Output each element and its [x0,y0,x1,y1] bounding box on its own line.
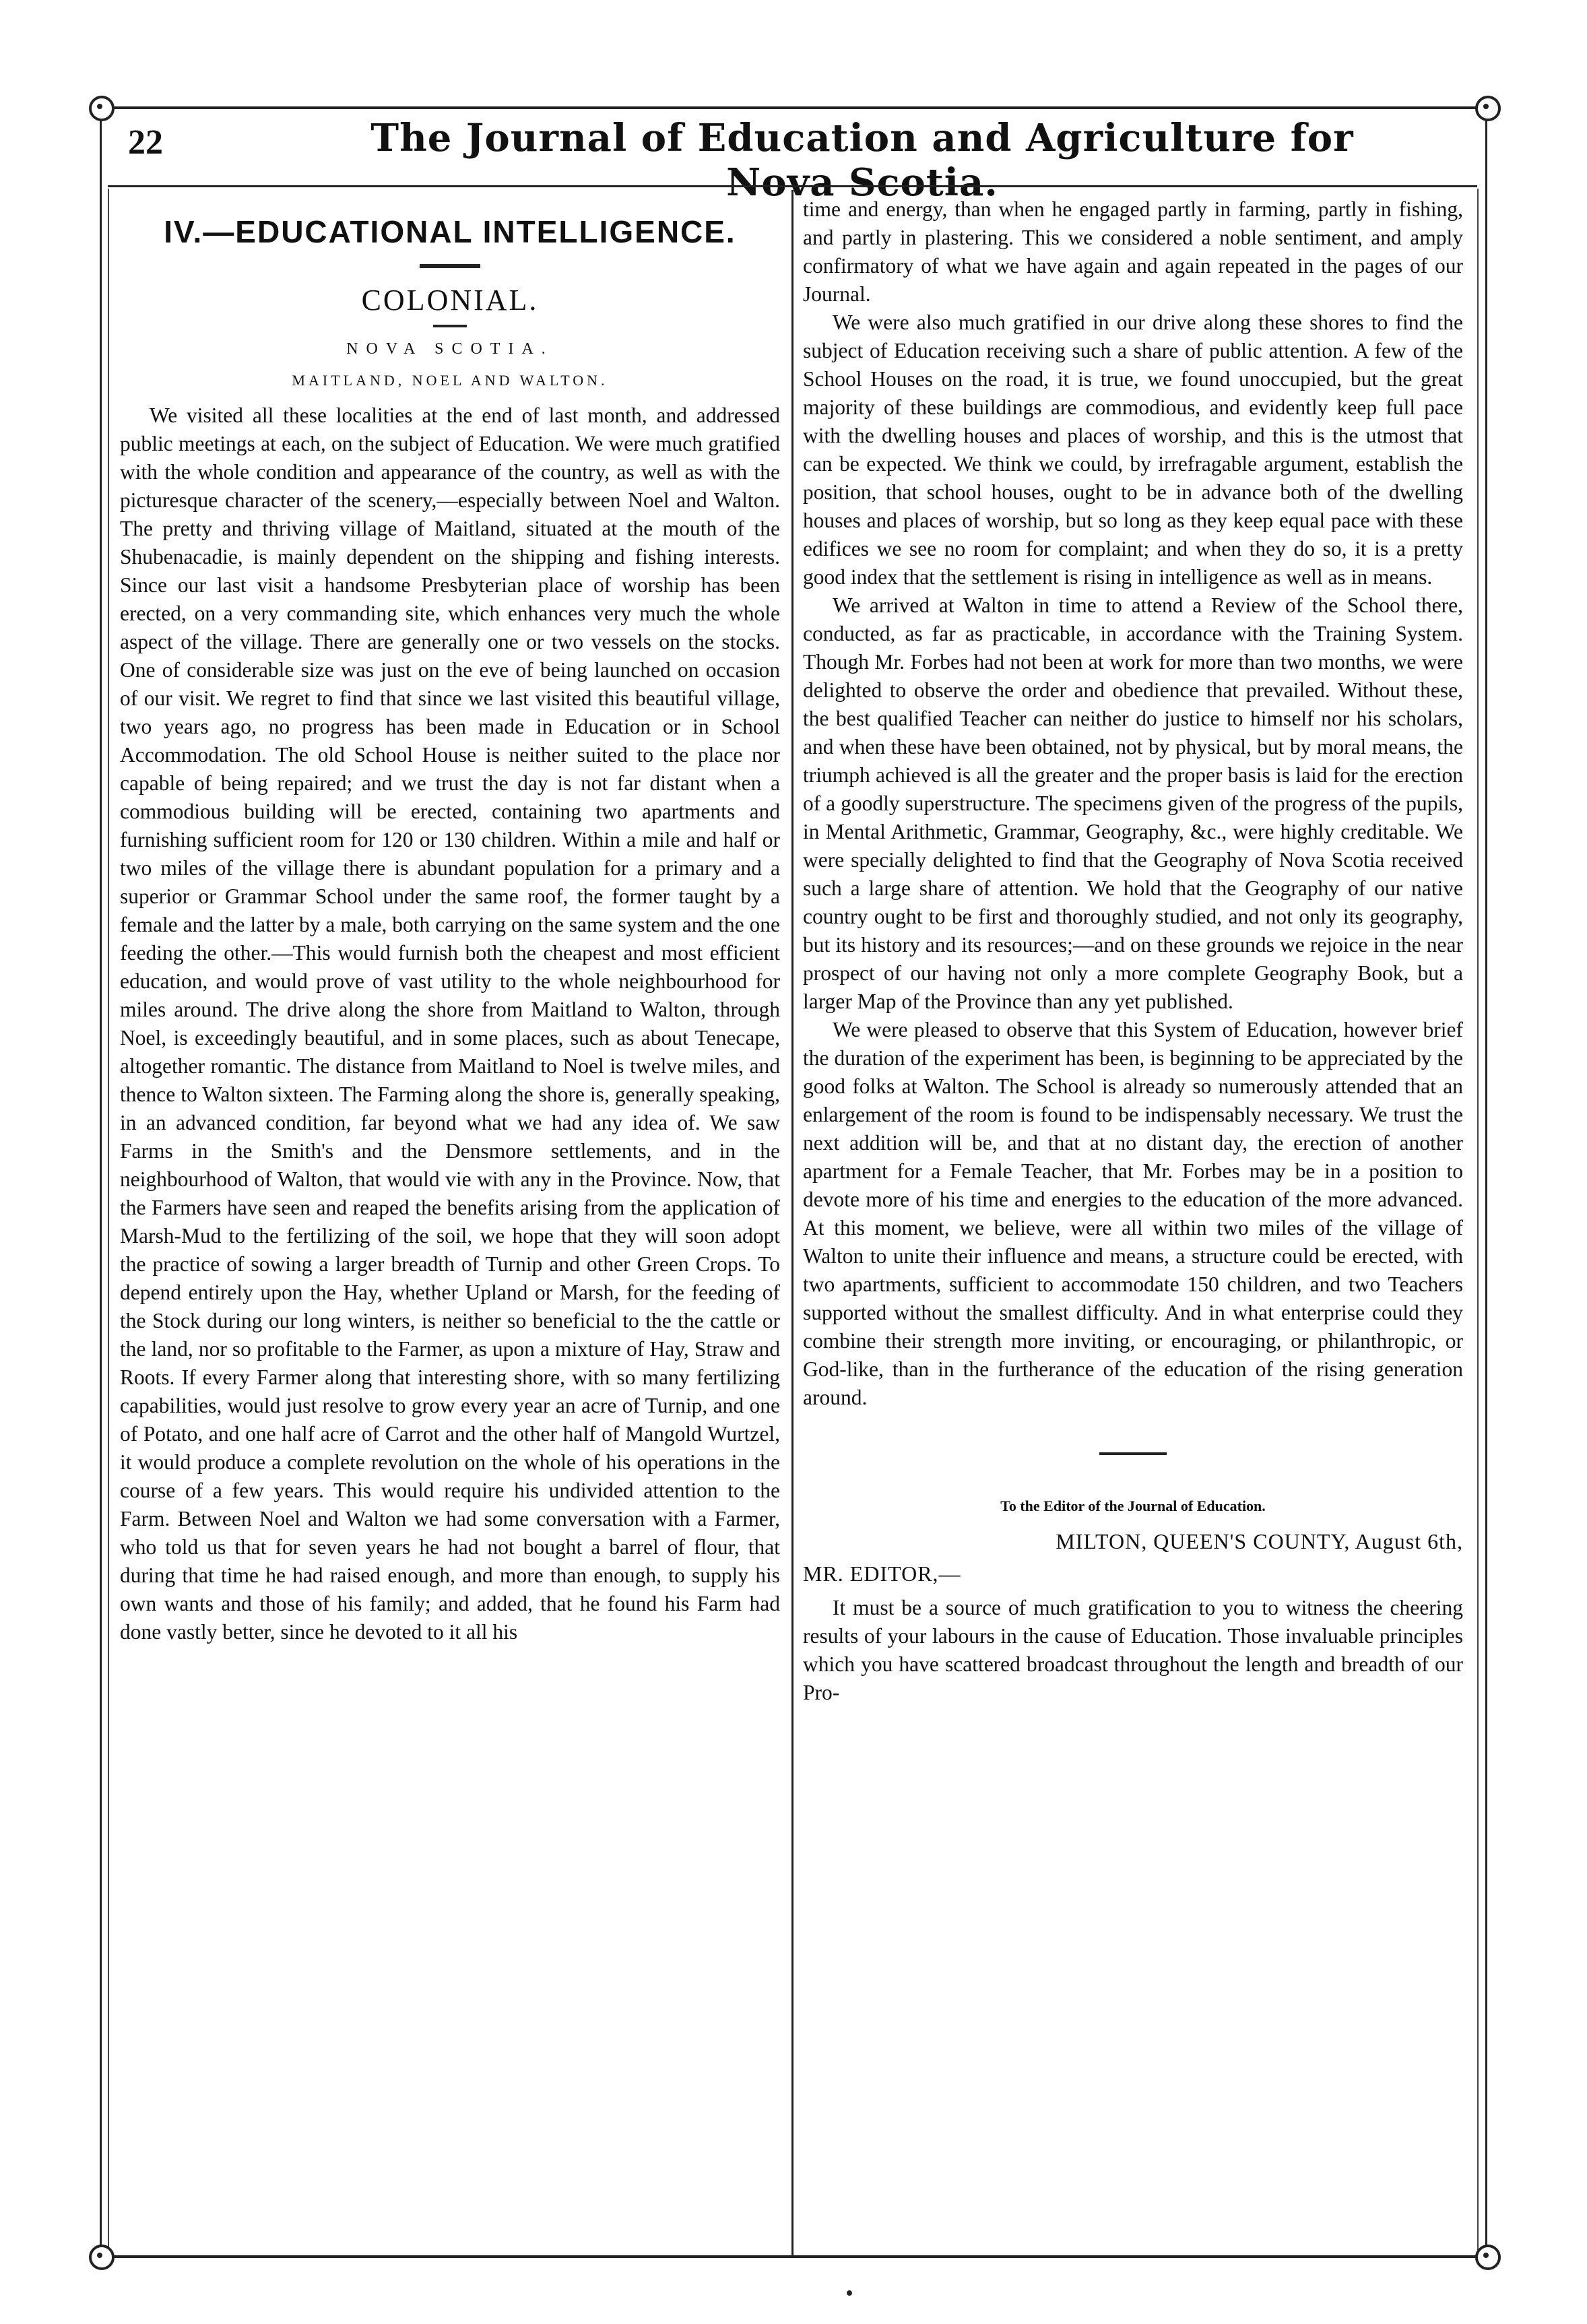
corner-ornament-bottom-right [1475,2245,1501,2270]
article-paragraph: We were also much gratified in our drive along these shores to find the subject of Education receiving such a share of public attention. A few of the School Houses on the road, it is true, we found unoccupied, but the great majority of these buildings are commodious, and evidently keep full pace with the dwelling houses and places of worship, and this is the utmost that can be expected. We think we could, by irrefragable argument, establish the position, that school houses, ought to be in advance both of the dwelling houses and places of worship, but so long as they keep equal pace with these edifices we see no room for complaint; and when they do so, it is a pretty good index that the settlement is rising in intelligence as well as in means. [803,311,1463,589]
letter-paragraph: It must be a source of much gratification to you to witness the cheering results of your labours in the cause of Education. Those invaluable principles which you have scattered broadcast throughout the length and breadth of our Pro- [803,1596,1463,1704]
article-paragraph: We were pleased to observe that this System of Education, however brief the duration of the experiment has been, is beginning to be appreciated by the good folks at Walton. The School is already so numerously attended that an enlargement of the room is found to be indispensably necessary. We trust the next addition will be, and that at no distant day, the erection of another apartment for a Female Teacher, that Mr. Forbes may be in a position to devote more of his time and energies to the education of the more advanced. At this moment, we believe, were all within two miles of the village of Walton to unite their influence and means, a structure could be erected, with two apartments, sufficient to accommodate 150 children, and two Teachers supported without the smallest difficulty. And in what enterprise could they combine their strength more inviting, or encouraging, or philanthropic, or God-like, than in the furtherance of the education of the rising generation around. [803,1018,1463,1409]
print-dot [847,2290,852,2296]
region-heading: NOVA SCOTIA. [346,340,554,358]
heading-rule [420,264,480,268]
frame-right-border [1485,108,1487,2255]
frame-top-border [101,106,1485,109]
column-divider [791,190,793,2255]
places-heading: MAITLAND, NOEL AND WALTON. [292,372,608,389]
frame-bottom-border [108,2255,1487,2258]
header-rule [108,185,1477,187]
journal-title: The Journal of Education and Agriculture for Nova Scotia. [370,116,1354,205]
section-heading: IV.—EDUCATIONAL INTELLIGENCE. [164,214,736,249]
corner-ornament-top-left [89,96,115,121]
frame-left-border [100,108,102,2255]
letter-salutation: MR. EDITOR,— [803,1561,961,1586]
article-paragraph: We arrived at Walton in time to attend a Review of the School there, conducted, as far as practicable, in accordance with the Training System. Though Mr. Forbes had not been at work for more than two months, we were delighted to observe the order and obedience that prevailed. Without these, the best qualified Teacher can neither do justice to himself nor his scholars, and when these have been obtained, not by physical, but by moral means, the triumph achieved is all the greater and the proper basis is laid for the erection of a goodly superstructure. The specimens given of the progress of the pupils, in Mental Arithmetic, Grammar, Geography, &c., were highly creditable. We were specially delighted to find that the Geography of Nova Scotia received such a large share of attention. We hold that the Geography of our native country ought to be first and thoroughly studied, and not only its geography, but its history and its resources;—and on these grounds we rejoice in the near prospect of our having not only a more complete Geography Book, but a larger Map of the Province than any yet published. [803,593,1463,1013]
right-column [803,195,1463,1707]
letter-dateline: MILTON, QUEEN'S COUNTY, August 6th, [1056,1529,1463,1553]
frame-right-inner-border [1477,189,1479,2255]
subheading-colonial: COLONIAL. [361,284,539,317]
corner-ornament-top-right [1475,96,1501,121]
section-separator-rule [1099,1452,1167,1455]
subheading-rule [433,325,467,327]
letter-addressee: To the Editor of the Journal of Education. [1000,1497,1266,1514]
left-column [120,195,780,1646]
article-paragraph-continued: time and energy, than when he engaged partly in farming, partly in fishing, and partly in plastering. This we considered a noble sentiment, and amply confirmatory of what we have again and again repeated in the pages of our Journal. [803,197,1463,306]
frame-left-inner-border [108,189,109,2255]
corner-ornament-bottom-left [89,2245,115,2270]
article-paragraph: We visited all these localities at the end of last month, and addressed public meetings at each, on the subject of Education. We were much gratified with the whole condition and appearance of the country, as well as with the picturesque character of the scenery,—especially between Noel and Walton. The pretty and thriving village of Maitland, situated at the mouth of the Shubenacadie, is mainly dependent on the shipping and fishing interests. Since our last visit a handsome Presbyterian place of worship has been erected, on a very commanding site, which enhances very much the whole aspect of the village. There are generally one or two vessels on the stocks. One of considerable size was just on the eve of being launched on occasion of our visit. We regret to find that since we last visited this beautiful village, two years ago, no progress has been made in Education or in School Accommodation. The old School House is neither suited to the place nor capable of being repaired; and we trust the day is not far distant when a commodious building will be erected, containing two apartments and furnishing sufficient room for 120 or 130 children. Within a mile and half or two miles of the village there is abundant population for a primary and a superior or Grammar School under the same roof, the former taught by a female and the latter by a male, both carrying on the same system and the one feeding the other.—This would furnish both the cheapest and most efficient education, and would prove of vast utility to the whole neighbourhood for miles around. The drive along the shore from Maitland to Walton, through Noel, is exceedingly beautiful, and in some places, such as about Tenecape, altogether romantic. The distance from Maitland to Noel is twelve miles, and thence to Walton sixteen. The Farming along the shore is, generally speaking, in an advanced condition, far beyond what we had any idea of. We saw Farms in the Smith's and the Densmore settlements, and in the neighbourhood of Walton, that would vie with any in the Province. Now, that the Farmers have seen and reaped the benefits arising from the application of Marsh-Mud to the fertilizing of the soil, we hope that they will soon adopt the practice of sowing a larger breadth of Turnip and other Green Crops. To depend entirely upon the Hay, whether Upland or Marsh, for the feeding of the Stock during our long winters, is neither so beneficial to the the cattle or the land, nor so profitable to the Farmer, as upon a mixture of Hay, Straw and Roots. If every Farmer along that interesting shore, with so many fertilizing capabilities, would just resolve to grow every year an acre of Turnip, and one of Potato, and one half acre of Carrot and the other half of Mangold Wurtzel, it would produce a complete revolution on the whole of his operations in the course of a few years. This would require his undivided attention to the Farm. Between Noel and Walton we had some conversation with a Farmer, who told us that for seven years he had not bought a barrel of flour, that during that time he had raised enough, and more than enough, to supply his own wants and those of his family; and added, that he found his Farm had done vastly better, since he devoted to it all his [120,404,780,1644]
page-number: 22 [128,123,163,162]
